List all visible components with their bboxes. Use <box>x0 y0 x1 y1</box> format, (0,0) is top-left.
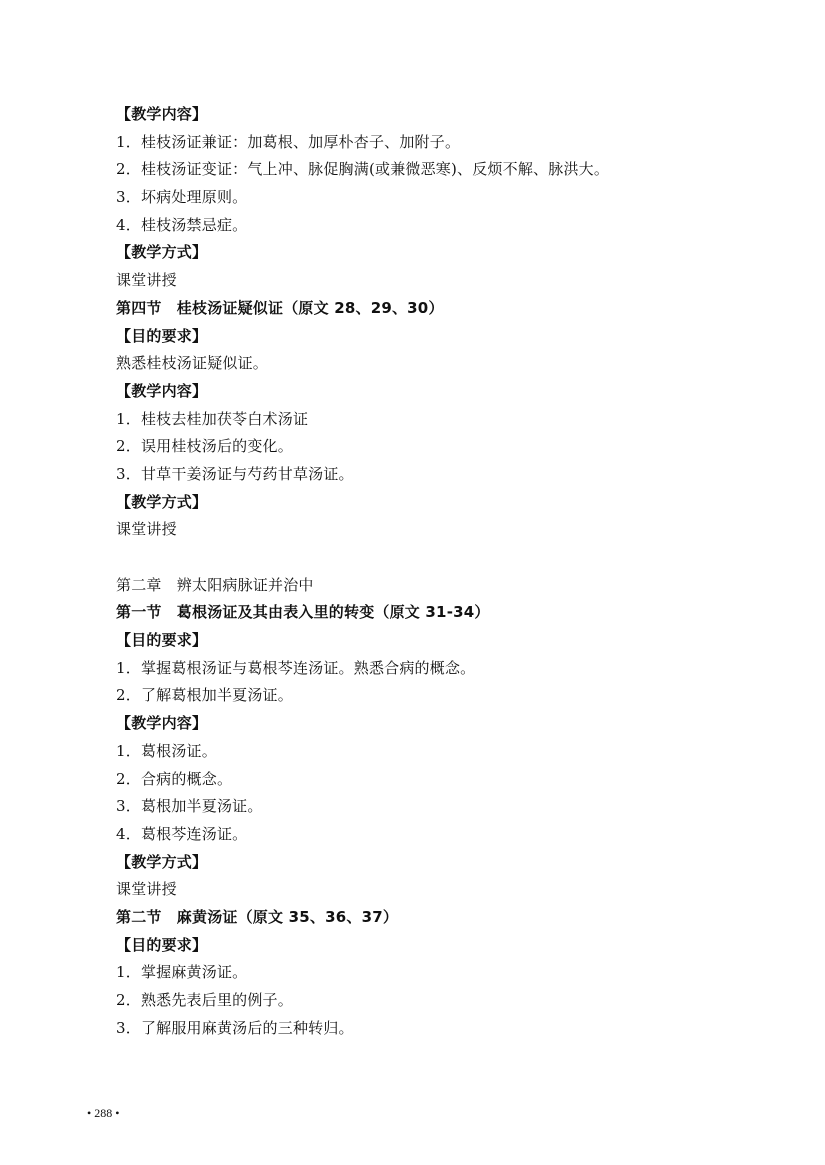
list-item: 2．熟悉先表后里的例子。 <box>116 991 293 1009</box>
list-item: 4．桂枝汤禁忌症。 <box>116 215 248 234</box>
list-item: 3．甘草干姜汤证与芍药甘草汤证。 <box>116 464 354 483</box>
body-text: 课堂讲授 <box>116 520 177 539</box>
list-item: 3．坏病处理原则。 <box>116 188 248 207</box>
chapter-title: 第二章 辨太阳病脉证并治中 <box>116 575 314 594</box>
section-heading: 【目的要求】 <box>116 631 208 650</box>
list-item: 1．掌握葛根汤证与葛根芩连汤证。熟悉合病的概念。 <box>116 658 476 677</box>
list-item: 3．葛根加半夏汤证。 <box>116 797 263 816</box>
section-heading: 【教学方式】 <box>116 243 208 262</box>
list-item: 3．了解服用麻黄汤后的三种转归。 <box>116 1018 354 1037</box>
list-item: 4．葛根芩连汤证。 <box>116 824 248 843</box>
list-item: 1．桂枝汤证兼证：加葛根、加厚朴杏子、加附子。 <box>116 132 461 151</box>
section-heading: 【教学方式】 <box>116 852 208 871</box>
body-text: 课堂讲授 <box>116 880 177 899</box>
page-content <box>116 101 796 1042</box>
section-heading: 【教学内容】 <box>116 381 208 400</box>
blank-line <box>116 544 796 572</box>
section-heading: 【教学内容】 <box>116 714 208 733</box>
section-heading: 【教学内容】 <box>116 105 208 123</box>
subsection-title: 第二节 麻黄汤证（原文 35、36、37） <box>116 907 399 926</box>
list-item: 2．桂枝汤证变证：气上冲、脉促胸满(或兼微恶寒)、反烦不解、脉洪大。 <box>116 160 610 179</box>
list-item: 1．桂枝去桂加茯苓白术汤证 <box>116 409 309 428</box>
subsection-title: 第一节 葛根汤证及其由表入里的转变（原文 31-34） <box>116 603 490 622</box>
list-item: 2．合病的概念。 <box>116 769 233 788</box>
list-item: 1．掌握麻黄汤证。 <box>116 963 248 982</box>
section-heading: 【教学方式】 <box>116 492 208 511</box>
section-heading: 【目的要求】 <box>116 326 208 345</box>
list-item: 2．误用桂枝汤后的变化。 <box>116 437 293 456</box>
page-number: • 288 • <box>87 1106 120 1120</box>
list-item: 2．了解葛根加半夏汤证。 <box>116 686 293 705</box>
body-text: 熟悉桂枝汤证疑似证。 <box>116 354 269 373</box>
list-item: 1．葛根汤证。 <box>116 741 217 760</box>
body-text: 课堂讲授 <box>116 271 177 290</box>
section-heading: 【目的要求】 <box>116 935 208 954</box>
subsection-title: 第四节 桂枝汤证疑似证（原文 28、29、30） <box>116 298 444 317</box>
